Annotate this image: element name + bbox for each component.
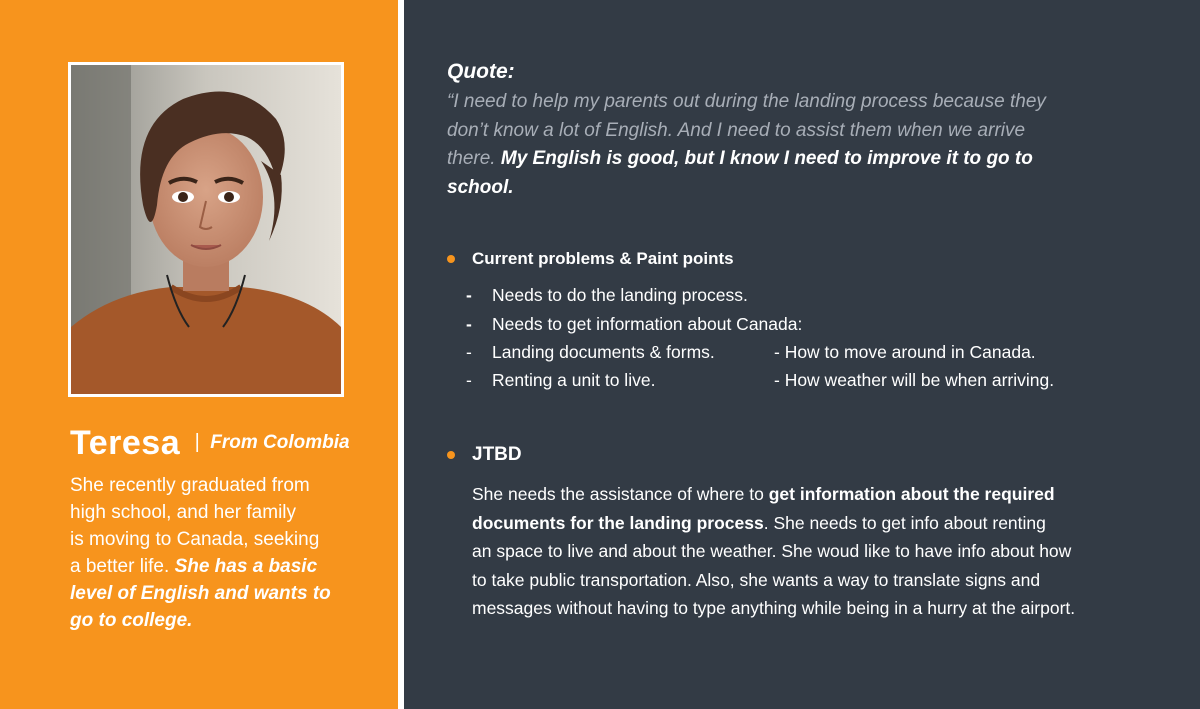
quote-emphasis: school. bbox=[447, 176, 514, 198]
jtbd-line: to take public transportation. Also, she wants a way to translate signs and bbox=[472, 569, 1041, 590]
persona-header bbox=[70, 424, 350, 463]
dash-marker: - bbox=[466, 370, 472, 390]
bio-line: She recently graduated from bbox=[70, 475, 310, 496]
persona-origin: From Colombia bbox=[210, 432, 350, 453]
quote-line: there. bbox=[447, 148, 496, 169]
jtbd-line-mixed bbox=[472, 509, 1162, 538]
jtbd-line: messages without having to type anything while being in a hurry at the airport. bbox=[472, 598, 1076, 618]
dash-marker: - bbox=[466, 342, 472, 362]
pain-points-title: Current problems & Paint points bbox=[472, 249, 734, 268]
bullet-icon bbox=[447, 451, 455, 459]
jtbd-text bbox=[472, 480, 1162, 623]
jtbd-title: JTBD bbox=[472, 444, 522, 465]
jtbd-emphasis: get information about the required bbox=[768, 484, 1055, 504]
pain-point-text: Needs to do the landing process. bbox=[492, 285, 748, 305]
persona-name: Teresa bbox=[70, 424, 181, 462]
bio-line: high school, and her family bbox=[70, 502, 297, 523]
jtbd-emphasis: documents for the landing process bbox=[472, 512, 764, 533]
jtbd-line: an space to live and about the weather. She woud like to have info about how bbox=[472, 541, 1072, 561]
pain-point-subitem bbox=[466, 370, 1055, 391]
jtbd-text-part: . She needs to get info about renting bbox=[763, 512, 1046, 533]
quote-emphasis: My English is good, but I know I need to improve it to go to bbox=[500, 148, 1033, 169]
subitem-right: - How to move around in Canada. bbox=[774, 342, 1036, 362]
bio-line-mixed bbox=[70, 553, 370, 580]
subitem-left: Landing documents & forms. bbox=[492, 342, 715, 362]
pain-point-subitem bbox=[466, 342, 1036, 363]
bio-emphasis: go to college. bbox=[70, 610, 193, 631]
quote-line-mixed bbox=[447, 145, 1147, 174]
jtbd-line-mixed bbox=[472, 480, 1162, 509]
persona-photo bbox=[68, 62, 344, 397]
dash-marker: - bbox=[466, 285, 472, 305]
quote-line: don’t know a lot of English. And I need to assist them when we arrive bbox=[447, 119, 1026, 141]
persona-bio bbox=[70, 472, 370, 634]
quote-line: “I need to help my parents out during the landing process because they bbox=[447, 91, 1046, 112]
dash-marker: - bbox=[466, 314, 472, 334]
pain-point-item bbox=[466, 285, 748, 306]
quote-label: Quote: bbox=[447, 60, 515, 83]
pain-point-text: Needs to get information about Canada: bbox=[492, 314, 803, 334]
quote-text bbox=[447, 88, 1147, 202]
pain-point-item bbox=[466, 314, 802, 335]
jtbd-text-part: She needs the assistance of where to bbox=[472, 484, 769, 504]
bio-line: is moving to Canada, seeking bbox=[70, 529, 320, 550]
subitem-right: - How weather will be when arriving. bbox=[774, 370, 1055, 390]
bio-line: a better life. bbox=[70, 556, 170, 577]
name-separator: | bbox=[194, 431, 200, 453]
subitem-left: Renting a unit to live. bbox=[492, 370, 656, 390]
bullet-icon bbox=[447, 255, 455, 263]
bio-emphasis: level of English and wants to bbox=[70, 583, 331, 604]
bio-emphasis: She has a basic bbox=[174, 556, 318, 577]
